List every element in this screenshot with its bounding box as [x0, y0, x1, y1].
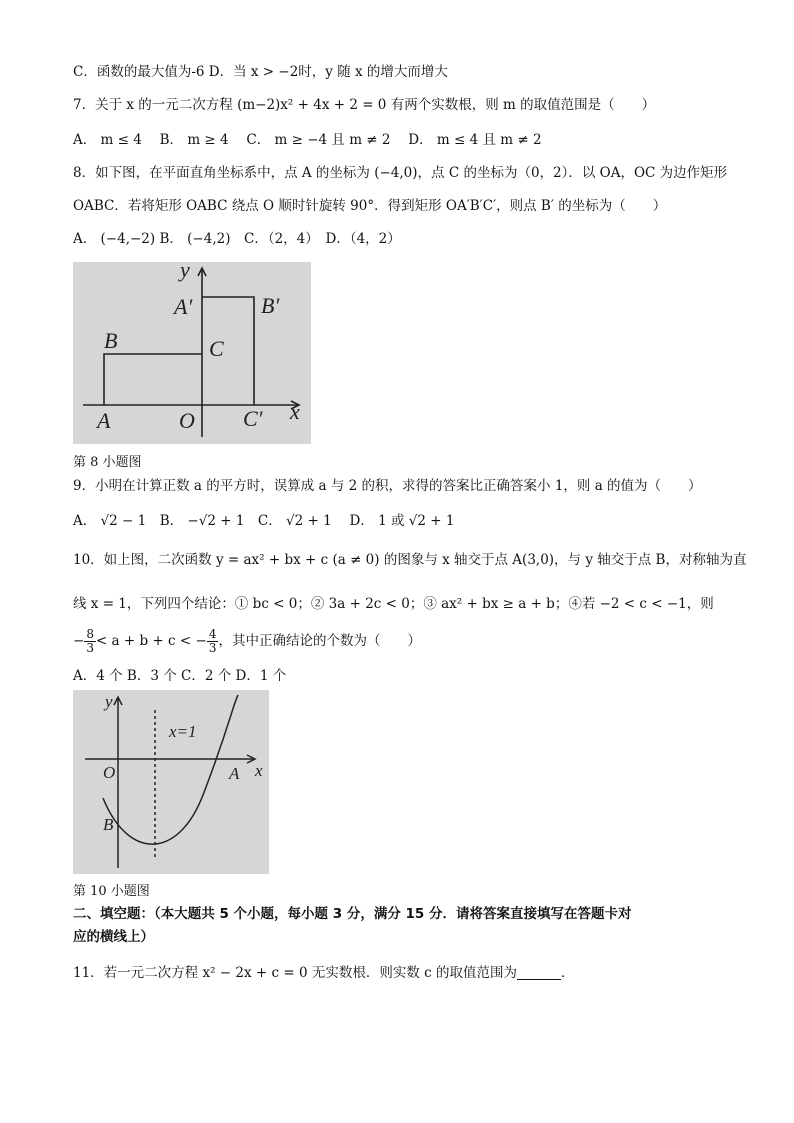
- q10-stem-line1: 10．如上图，二次函数 y = ax² + bx + c (a ≠ 0) 的图象与 x 轴交于点 A(3,0)，与 y 轴交于点 B，对称轴为直: [73, 552, 747, 568]
- figure-q10: [73, 690, 269, 874]
- figure-q8: [73, 262, 311, 444]
- q10-fraction-1: [84, 628, 96, 655]
- figure-q10-svg: [73, 690, 269, 874]
- fig8-label-a: A: [97, 408, 111, 433]
- q10-frac1-num: 8: [86, 627, 94, 641]
- q8-stem-line1: 8．如下图，在平面直角坐标系中，点 A 的坐标为 (−4,0)，点 C 的坐标为（0，2）．以 OA，OC 为边作矩形: [73, 165, 728, 181]
- fig8-label-b-prime: B′: [261, 293, 280, 318]
- q10-stem-end: ，其中正确结论的个数为（ ）: [218, 633, 421, 649]
- figure-q8-svg: [73, 262, 311, 444]
- q10-frac1-den: 3: [86, 641, 94, 655]
- section2-title-cont: 应的横线上）: [73, 929, 154, 945]
- q11-end: ．: [560, 965, 575, 981]
- q9-stem: 9．小明在计算正数 a 的平方时，误算成 a 与 2 的积，求得的答案比正确答案小 1，则 a 的值为（ ）: [73, 478, 702, 494]
- q10-stem-line3: [73, 624, 421, 658]
- fig8-label-y: y: [180, 262, 190, 282]
- q8-stem-line2: OABC．若将矩形 OABC 绕点 O 顺时针旋转 90°．得到矩形 OA′B′C′，则点 B′ 的坐标为（ ）: [73, 198, 667, 214]
- q8-options: A． (−4,−2) B． (−4,2) C．（2，4） D．（4，2）: [73, 231, 401, 247]
- q11-answer-blank[interactable]: [517, 965, 561, 980]
- fig10-label-o: O: [103, 763, 116, 782]
- fig8-label-b: B: [104, 328, 118, 353]
- q7-stem: 7．关于 x 的一元二次方程 (m−2)x² + 4x + 2 = 0 有两个实数根，则 m 的取值范围是（ ）: [73, 97, 656, 113]
- fig10-label-axis: x=1: [169, 722, 197, 741]
- q11-line: [73, 963, 574, 983]
- q10-minus-1: −: [73, 633, 85, 649]
- fig10-label-b: B: [103, 815, 114, 834]
- q10-options: A．4 个 B．3 个 C．2 个 D．1 个: [73, 668, 287, 684]
- fig8-label-a-prime: A′: [174, 294, 193, 319]
- fig8-label-o: O: [179, 408, 195, 433]
- fig8-label-c-prime: C′: [243, 406, 263, 431]
- fig10-label-x: x: [255, 761, 263, 780]
- fig10-label-a: A: [229, 764, 240, 783]
- fig10-parabola: [103, 695, 238, 844]
- fig8-rect-oabc: [104, 354, 202, 405]
- q10-frac2-num: 4: [208, 627, 217, 641]
- q10-caption: 第 10 小题图: [73, 884, 150, 899]
- q6-options-cd: C．函数的最大值为-6 D．当 x > −2时，y 随 x 的增大而增大: [73, 64, 448, 80]
- q11-stem: 11．若一元二次方程 x² − 2x + c = 0 无实数根．则实数 c 的取值范围为: [73, 965, 517, 981]
- q10-stem-line2: 线 x = 1，下列四个结论：① bc < 0；② 3a + 2c < 0；③ ax² + bx ≥ a + b；④若 −2 < c < −1，则: [73, 596, 714, 612]
- q7-options: A． m ≤ 4 B． m ≥ 4 C． m ≥ −4 且 m ≠ 2 D． m ≤ 4 且 m ≠ 2: [73, 132, 542, 148]
- fig8-label-c: C: [209, 336, 224, 361]
- q8-caption: 第 8 小题图: [73, 455, 142, 470]
- fig10-label-y: y: [105, 692, 113, 711]
- q10-inequality-mid: < a + b + c < −: [95, 633, 207, 649]
- fig8-label-x: x: [290, 399, 300, 424]
- q10-frac2-den: 3: [208, 641, 217, 655]
- section2-title: 二、填空题：（本大题共 5 个小题，每小题 3 分，满分 15 分．请将答案直接填写在答题卡对: [73, 906, 632, 922]
- q9-options: A． √2 − 1 B． −√2 + 1 C． √2 + 1 D． 1 或 √2 + 1: [73, 513, 455, 529]
- q10-fraction-2: [207, 628, 219, 655]
